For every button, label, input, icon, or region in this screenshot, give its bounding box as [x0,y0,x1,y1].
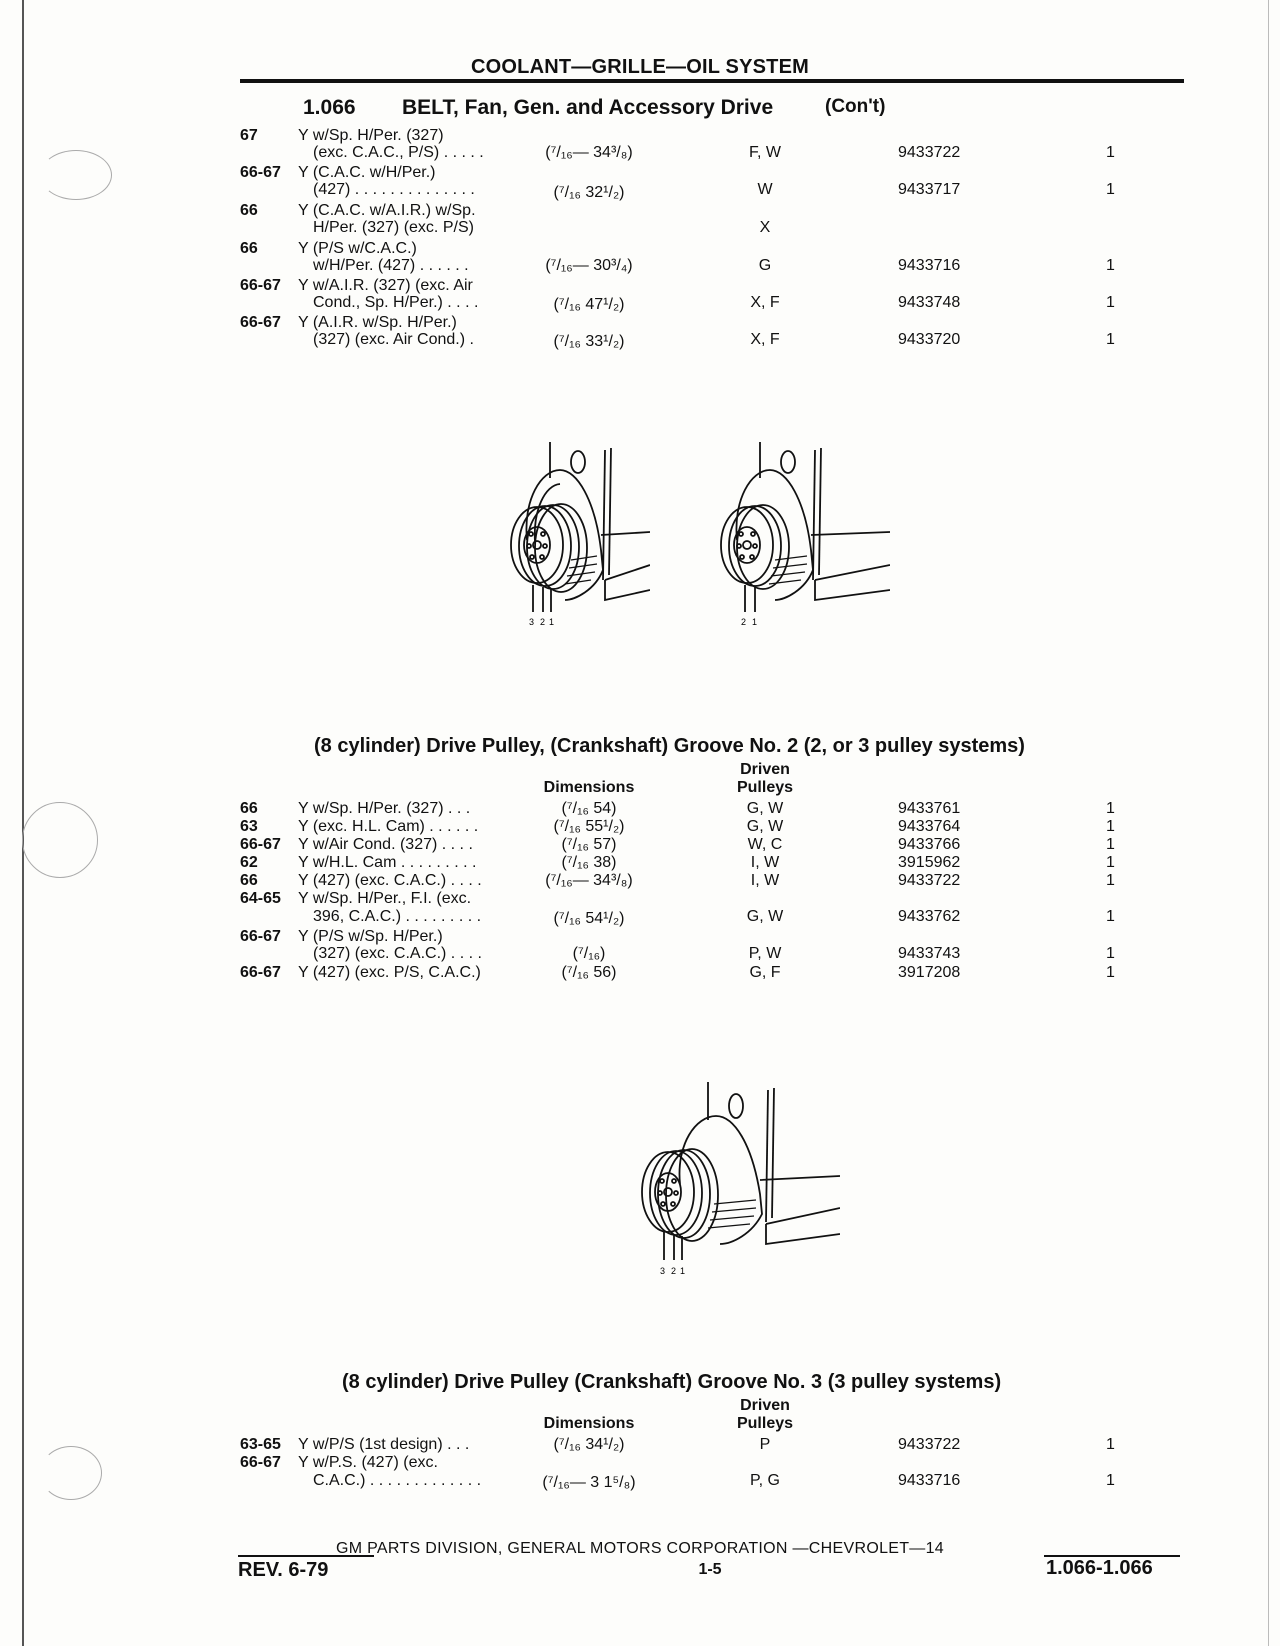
callout-label: 2 [671,1266,677,1276]
dimension-cell: (⁷/₁₆— 34³/₈) [545,872,633,889]
desc-cell: Y (P/S w/C.A.C.) [298,240,417,257]
driven-pulleys-cell: I, W [750,854,780,871]
dimension-cell: (⁷/₁₆— 3 1⁵/₈) [542,1474,636,1491]
part-number-cell: 9433722 [898,1436,961,1453]
driven-pulleys-cell: G, W [746,800,784,817]
year-cell: 66-67 [240,164,281,181]
dimension-cell: (⁷/₁₆) [572,945,606,962]
table-row [0,127,1280,163]
callout-label: 3 [529,617,535,627]
desc-cell: Y w/Sp. H/Per., F.I. (exc. [298,890,472,907]
driven-pulleys-cell: G, W [746,818,784,835]
pulley-illustration-three-groove [505,440,650,650]
dimension-cell: (⁷/₁₆ 34¹/₂) [553,1436,625,1453]
section-reference: 1.066-1.066 [1046,1557,1153,1579]
driven-pulleys-cell: W, C [747,836,783,853]
dimension-cell: (⁷/₁₆ 32¹/₂) [553,184,625,201]
year-cell: 66-67 [240,964,281,981]
table-row [0,314,1280,350]
column-header-text: Pulleys [736,779,794,796]
year-cell: 64-65 [240,890,281,907]
quantity-cell: 1 [1106,908,1115,925]
footer-publisher: GM PARTS DIVISION, GENERAL MOTORS CORPORATION —CHEVROLET—14 [335,1540,945,1557]
driven-pulleys-cell: I, W [750,872,780,889]
table-row [0,202,1280,238]
year-cell: 66 [240,202,258,219]
table-row [0,854,1280,872]
desc-cell: Y w/A.I.R. (327) (exc. Air [298,277,473,294]
dimension-cell: (⁷/₁₆— 34³/₈) [545,144,633,161]
driven-pulleys-cell: X, F [750,331,780,348]
table-row [0,1436,1280,1454]
groove3-title: (8 cylinder) Drive Pulley (Crankshaft) Groove No. 3 (3 pulley systems) [342,1371,1002,1393]
desc-cell: Y (C.A.C. w/H/Per.) [298,164,436,181]
pulley-illustration-three-groove [640,1080,840,1300]
desc-cell: (327) (exc. Air Cond.) . [313,331,474,348]
driven-pulleys-cell: F, W [749,144,781,161]
section-title: BELT, Fan, Gen. and Accessory Drive [402,96,774,119]
part-number-cell: 9433720 [898,331,961,348]
table-row [0,800,1280,818]
callout-label: 1 [680,1266,686,1276]
quantity-cell: 1 [1106,964,1115,981]
year-cell: 62 [240,854,258,871]
page-number: 1-5 [698,1561,722,1578]
quantity-cell: 1 [1106,257,1115,274]
part-number-cell: 9433716 [898,257,961,274]
column-header-dimensions: Dimensions [543,1415,635,1432]
part-number-cell: 9433761 [898,800,961,817]
callout-label: 3 [660,1266,666,1276]
driven-pulleys-cell: P, G [750,1472,780,1489]
quantity-cell: 1 [1106,818,1115,835]
table-row [0,890,1280,926]
year-cell: 66 [240,872,258,889]
year-cell: 67 [240,127,258,144]
dimension-cell: (⁷/₁₆ 55¹/₂) [553,818,625,835]
callout-label: 1 [752,617,758,627]
driven-pulleys-cell: P [759,1436,771,1453]
year-cell: 66-67 [240,1454,281,1471]
part-number-cell: 9433764 [898,818,961,835]
table-row [0,240,1280,276]
table-row [0,1454,1280,1490]
pulley-illustration-two-groove [715,440,890,650]
year-cell: 63-65 [240,1436,281,1453]
desc-cell: (327) (exc. C.A.C.) . . . . [313,945,482,962]
part-number-cell: 3915962 [898,854,961,871]
desc-cell: Y w/Air Cond. (327) . . . . [298,836,473,853]
table-row [0,836,1280,854]
table-row [0,964,1280,982]
year-cell: 63 [240,818,258,835]
desc-cell: Y (P/S w/Sp. H/Per.) [298,928,443,945]
year-cell: 66-67 [240,314,281,331]
driven-pulleys-cell: W [757,181,773,198]
dimension-cell: (⁷/₁₆ 33¹/₂) [553,333,625,350]
table-row [0,164,1280,200]
desc-cell: Y (A.I.R. w/Sp. H/Per.) [298,314,457,331]
desc-cell: H/Per. (327) (exc. P/S) [313,219,474,236]
quantity-cell: 1 [1106,181,1115,198]
desc-cell: Cond., Sp. H/Per.) . . . . [313,294,479,311]
column-header-driven [705,761,825,797]
dimension-cell: (⁷/₁₆ 47¹/₂) [553,296,625,313]
year-cell: 66 [240,800,258,817]
callout-label: 2 [540,617,546,627]
driven-pulleys-cell: X, F [750,294,780,311]
part-number-cell: 9433716 [898,1472,961,1489]
part-number-cell: 9433717 [898,181,961,198]
year-cell: 66-67 [240,277,281,294]
desc-cell: Y w/Sp. H/Per. (327) . . . [298,800,471,817]
section-continued: (Con't) [825,96,886,117]
quantity-cell: 1 [1106,1472,1115,1489]
desc-cell: Y (C.A.C. w/A.I.R.) w/Sp. [298,202,476,219]
year-cell: 66-67 [240,928,281,945]
quantity-cell: 1 [1106,144,1115,161]
desc-cell: Y w/H.L. Cam . . . . . . . . . [298,854,477,871]
page-title: COOLANT—GRILLE—OIL SYSTEM [471,56,809,78]
quantity-cell: 1 [1106,836,1115,853]
header-rule [240,79,1184,83]
dimension-cell: (⁷/₁₆ 38) [561,854,617,871]
callout-label: 1 [549,617,555,627]
dimension-cell: (⁷/₁₆ 54) [561,800,617,817]
groove2-title: (8 cylinder) Drive Pulley, (Crankshaft) Groove No. 2 (2, or 3 pulley systems) [314,735,1025,757]
driven-pulleys-cell: G, W [746,908,784,925]
dimension-cell: (⁷/₁₆ 57) [561,836,617,853]
part-number-cell: 9433762 [898,908,961,925]
desc-cell: Y w/P.S. (427) (exc. [298,1454,438,1471]
dimension-cell: (⁷/₁₆ 54¹/₂) [553,910,625,927]
part-number-cell: 9433722 [898,872,961,889]
part-number-cell: 9433748 [898,294,961,311]
table-row [0,872,1280,890]
desc-cell: C.A.C.) . . . . . . . . . . . . . [313,1472,482,1489]
column-header-dimensions: Dimensions [543,779,635,796]
dimension-cell: (⁷/₁₆ 56) [561,964,617,981]
column-header-text: Pulleys [736,1415,794,1432]
table-row [0,277,1280,313]
desc-cell: Y w/P/S (1st design) . . . [298,1436,470,1453]
column-header-driven [705,1397,825,1433]
revision-label: REV. 6-79 [238,1559,329,1581]
part-number-cell: 9433766 [898,836,961,853]
section-number: 1.066 [303,96,356,119]
quantity-cell: 1 [1106,945,1115,962]
table-row [0,818,1280,836]
driven-pulleys-cell: P, W [748,945,782,962]
desc-cell: 396, C.A.C.) . . . . . . . . . [313,908,482,925]
desc-cell: (427) . . . . . . . . . . . . . . [313,181,475,198]
desc-cell: (exc. C.A.C., P/S) . . . . . [313,144,484,161]
desc-cell: Y (427) (exc. C.A.C.) . . . . [298,872,482,889]
quantity-cell: 1 [1106,872,1115,889]
year-cell: 66-67 [240,836,281,853]
table-row [0,928,1280,964]
year-cell: 66 [240,240,258,257]
desc-cell: Y (427) (exc. P/S, C.A.C.) [298,964,481,981]
quantity-cell: 1 [1106,294,1115,311]
part-number-cell: 9433722 [898,144,961,161]
quantity-cell: 1 [1106,1436,1115,1453]
quantity-cell: 1 [1106,854,1115,871]
callout-label: 2 [741,617,747,627]
part-number-cell: 9433743 [898,945,961,962]
desc-cell: Y (exc. H.L. Cam) . . . . . . [298,818,479,835]
desc-cell: Y w/Sp. H/Per. (327) [298,127,444,144]
part-number-cell: 3917208 [898,964,961,981]
driven-pulleys-cell: G [758,257,772,274]
quantity-cell: 1 [1106,331,1115,348]
quantity-cell: 1 [1106,800,1115,817]
driven-pulleys-cell: X [759,219,771,236]
dimension-cell: (⁷/₁₆— 30³/₄) [545,257,633,274]
driven-pulleys-cell: G, F [749,964,781,981]
column-header-text: Driven [740,1397,790,1414]
column-header-text: Driven [740,761,790,778]
desc-cell: w/H/Per. (427) . . . . . . [313,257,469,274]
